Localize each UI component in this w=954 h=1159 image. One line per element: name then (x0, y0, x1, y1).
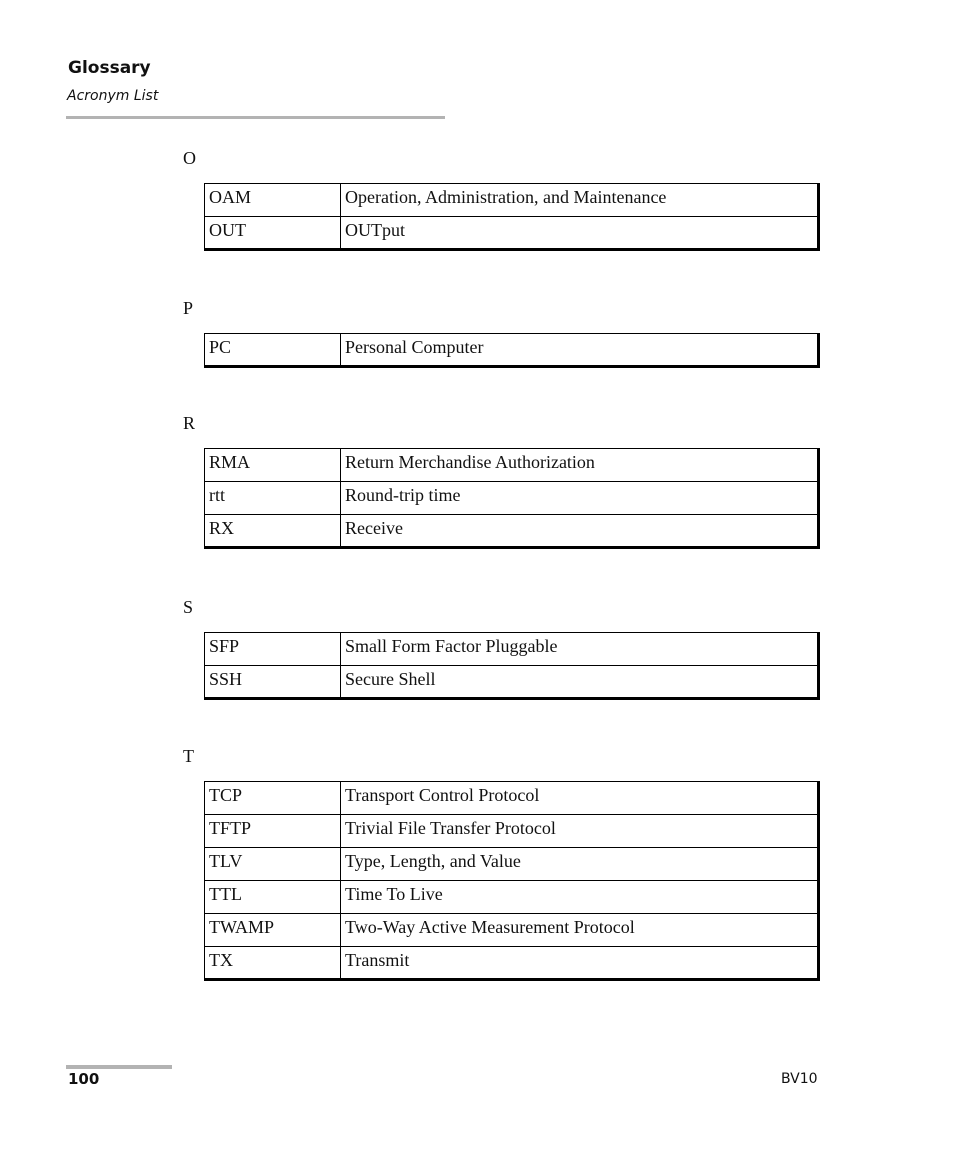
meaning-cell: Return Merchandise Authorization (341, 449, 819, 482)
meaning-cell: Round-trip time (341, 482, 819, 515)
table-row (205, 815, 819, 848)
meaning-cell: Small Form Factor Pluggable (341, 633, 819, 666)
table-row (205, 515, 819, 548)
table-row (205, 881, 819, 914)
acronym-table-s (204, 632, 820, 700)
page-title: Glossary (68, 58, 151, 78)
table-row (205, 184, 819, 217)
meaning-cell: Two-Way Active Measurement Protocol (341, 914, 819, 947)
footer-divider (66, 1065, 172, 1069)
acronym-table-r (204, 448, 820, 549)
table-row (205, 947, 819, 980)
meaning-cell: OUTput (341, 217, 819, 250)
section-letter-o: O (183, 148, 196, 168)
acronym-cell: TCP (205, 782, 341, 815)
product-model: BV10 (781, 1071, 818, 1087)
section-letter-p: P (183, 298, 194, 318)
acronym-cell: PC (205, 334, 341, 367)
acronym-table-t (204, 781, 820, 981)
table-row (205, 914, 819, 947)
meaning-cell: Personal Computer (341, 334, 819, 367)
header-divider (66, 116, 445, 119)
acronym-cell: OUT (205, 217, 341, 250)
meaning-cell: Receive (341, 515, 819, 548)
acronym-table-p (204, 333, 820, 368)
acronym-table-o (204, 183, 820, 251)
section-letter-s: S (183, 597, 194, 617)
acronym-cell: TTL (205, 881, 341, 914)
meaning-cell: Transmit (341, 947, 819, 980)
acronym-cell: TLV (205, 848, 341, 881)
meaning-cell: Transport Control Protocol (341, 782, 819, 815)
table-row (205, 666, 819, 699)
acronym-cell: TX (205, 947, 341, 980)
table-row (205, 782, 819, 815)
page-number: 100 (68, 1070, 100, 1088)
acronym-cell: TWAMP (205, 914, 341, 947)
acronym-cell: RMA (205, 449, 341, 482)
section-letter-r: R (183, 413, 196, 433)
table-row (205, 217, 819, 250)
acronym-cell: rtt (205, 482, 341, 515)
acronym-cell: OAM (205, 184, 341, 217)
page-subtitle: Acronym List (67, 88, 159, 104)
acronym-cell: SSH (205, 666, 341, 699)
table-row (205, 334, 819, 367)
table-row (205, 449, 819, 482)
acronym-cell: SFP (205, 633, 341, 666)
meaning-cell: Secure Shell (341, 666, 819, 699)
meaning-cell: Time To Live (341, 881, 819, 914)
acronym-cell: TFTP (205, 815, 341, 848)
acronym-cell: RX (205, 515, 341, 548)
table-row (205, 633, 819, 666)
meaning-cell: Trivial File Transfer Protocol (341, 815, 819, 848)
meaning-cell: Operation, Administration, and Maintenance (341, 184, 819, 217)
table-row (205, 848, 819, 881)
section-letter-t: T (183, 746, 194, 766)
meaning-cell: Type, Length, and Value (341, 848, 819, 881)
table-row (205, 482, 819, 515)
